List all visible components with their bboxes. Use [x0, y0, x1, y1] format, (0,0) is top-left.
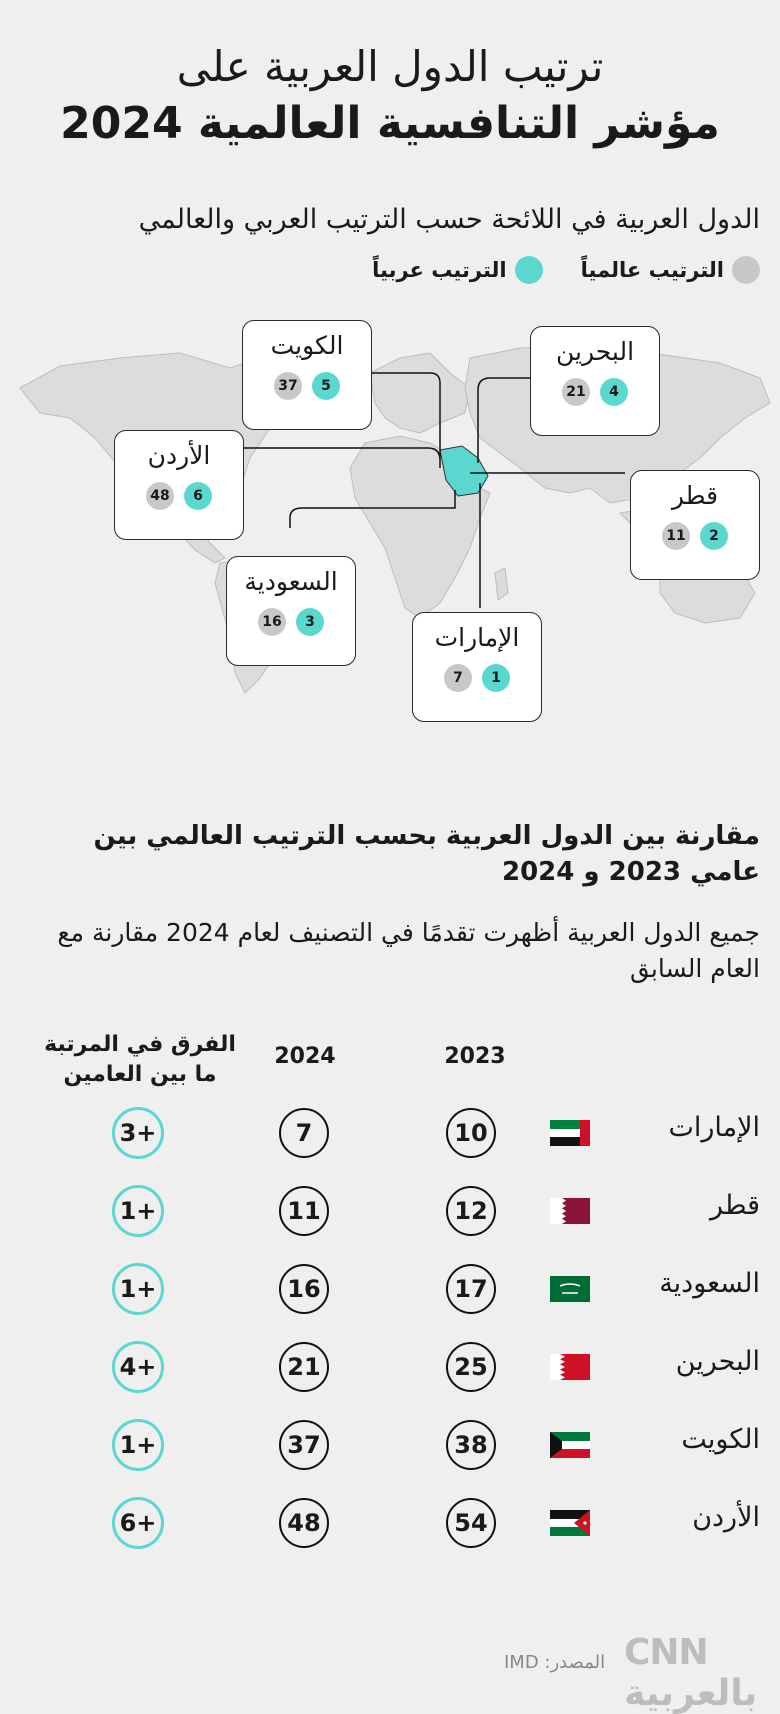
row-diff-value: 1+	[112, 1263, 164, 1315]
card-kuwait	[242, 320, 372, 430]
page-title-line2: مؤشر التنافسية العالمية 2024	[60, 98, 720, 149]
qatar-flag-icon	[550, 1198, 590, 1224]
row-2024-value: 48	[279, 1498, 329, 1548]
legend-arab-label: الترتيب عربياً	[372, 258, 507, 282]
row-2023-value: 38	[446, 1420, 496, 1470]
row-2024-value: 37	[279, 1420, 329, 1470]
card-qatar-name: قطر	[671, 481, 719, 510]
card-qatar-arab: 2	[700, 522, 728, 550]
card-bahrain-name: البحرين	[555, 337, 635, 366]
uae-flag-icon	[550, 1120, 590, 1146]
kuwait-flag-icon	[550, 1432, 590, 1458]
row-2023-value: 12	[446, 1186, 496, 1236]
row-diff-value: 1+	[112, 1419, 164, 1471]
row-2024-value: 11	[279, 1186, 329, 1236]
comparison-description: جميع الدول العربية أظهرت تقدمًا في التصنيف لعام 2024 مقارنة مع العام السابق	[57, 918, 760, 983]
card-jordan	[114, 430, 244, 540]
map-subtitle: الدول العربية في اللائحة حسب الترتيب العربي والعالمي	[138, 204, 760, 235]
teal-dot-icon	[515, 256, 543, 284]
card-jordan-global: 48	[146, 482, 174, 510]
row-2023-value: 25	[446, 1342, 496, 1392]
card-saudi-arab: 3	[296, 608, 324, 636]
row-2023-value: 54	[446, 1498, 496, 1548]
card-bahrain-arab: 4	[600, 378, 628, 406]
row-2024-value: 7	[279, 1108, 329, 1158]
card-bahrain	[530, 326, 660, 436]
map-legend	[372, 256, 760, 284]
col-header-2023: 2023	[444, 1044, 506, 1069]
source-text: المصدر: IMD	[504, 1652, 606, 1673]
row-diff-value: 6+	[112, 1497, 164, 1549]
madagascar-shape	[495, 568, 508, 600]
card-uae-arab: 1	[482, 664, 510, 692]
gray-dot-icon	[732, 256, 760, 284]
col-header-diff-line2: ما بين العامين	[63, 1062, 217, 1087]
card-saudi-global: 16	[258, 608, 286, 636]
row-country: قطر	[710, 1190, 760, 1221]
page-title-line1: ترتيب الدول العربية على	[176, 42, 604, 91]
col-header-diff	[20, 1030, 260, 1090]
row-diff-value: 3+	[112, 1107, 164, 1159]
row-2024-value: 16	[279, 1264, 329, 1314]
legend-global	[581, 256, 760, 284]
card-kuwait-arab: 5	[312, 372, 340, 400]
col-header-2024: 2024	[274, 1044, 336, 1069]
card-kuwait-name: الكويت	[270, 331, 344, 360]
legend-arab	[372, 256, 542, 284]
europe-shape	[370, 353, 470, 433]
card-qatar-global: 11	[662, 522, 690, 550]
card-kuwait-global: 37	[274, 372, 302, 400]
cnn-arabic-logo: CNN بالعربية	[624, 1632, 758, 1714]
row-2023-value: 17	[446, 1264, 496, 1314]
row-country: الأردن	[692, 1502, 760, 1533]
row-diff-value: 4+	[112, 1341, 164, 1393]
legend-global-label: الترتيب عالمياً	[580, 258, 724, 282]
card-qatar	[630, 470, 760, 580]
row-country: الإمارات	[668, 1112, 760, 1143]
row-diff-value: 1+	[112, 1185, 164, 1237]
row-country: السعودية	[659, 1268, 760, 1299]
card-uae-name: الإمارات	[434, 623, 520, 652]
card-uae-global: 7	[444, 664, 472, 692]
row-country: الكويت	[681, 1424, 760, 1455]
card-jordan-name: الأردن	[147, 441, 211, 470]
col-header-diff-line1: الفرق في المرتبة	[44, 1032, 236, 1057]
card-uae	[412, 612, 542, 722]
saudi-flag-icon	[550, 1276, 590, 1302]
bahrain-flag-icon	[550, 1354, 590, 1380]
card-saudi-name: السعودية	[244, 567, 338, 596]
jordan-flag-icon	[550, 1510, 590, 1536]
card-saudi	[226, 556, 356, 666]
card-bahrain-global: 21	[562, 378, 590, 406]
row-country: البحرين	[675, 1346, 760, 1377]
comparison-title: مقارنة بين الدول العربية بحسب الترتيب العالمي بين عامي 2023 و 2024	[93, 821, 760, 887]
card-jordan-arab: 6	[184, 482, 212, 510]
row-2024-value: 21	[279, 1342, 329, 1392]
row-2023-value: 10	[446, 1108, 496, 1158]
